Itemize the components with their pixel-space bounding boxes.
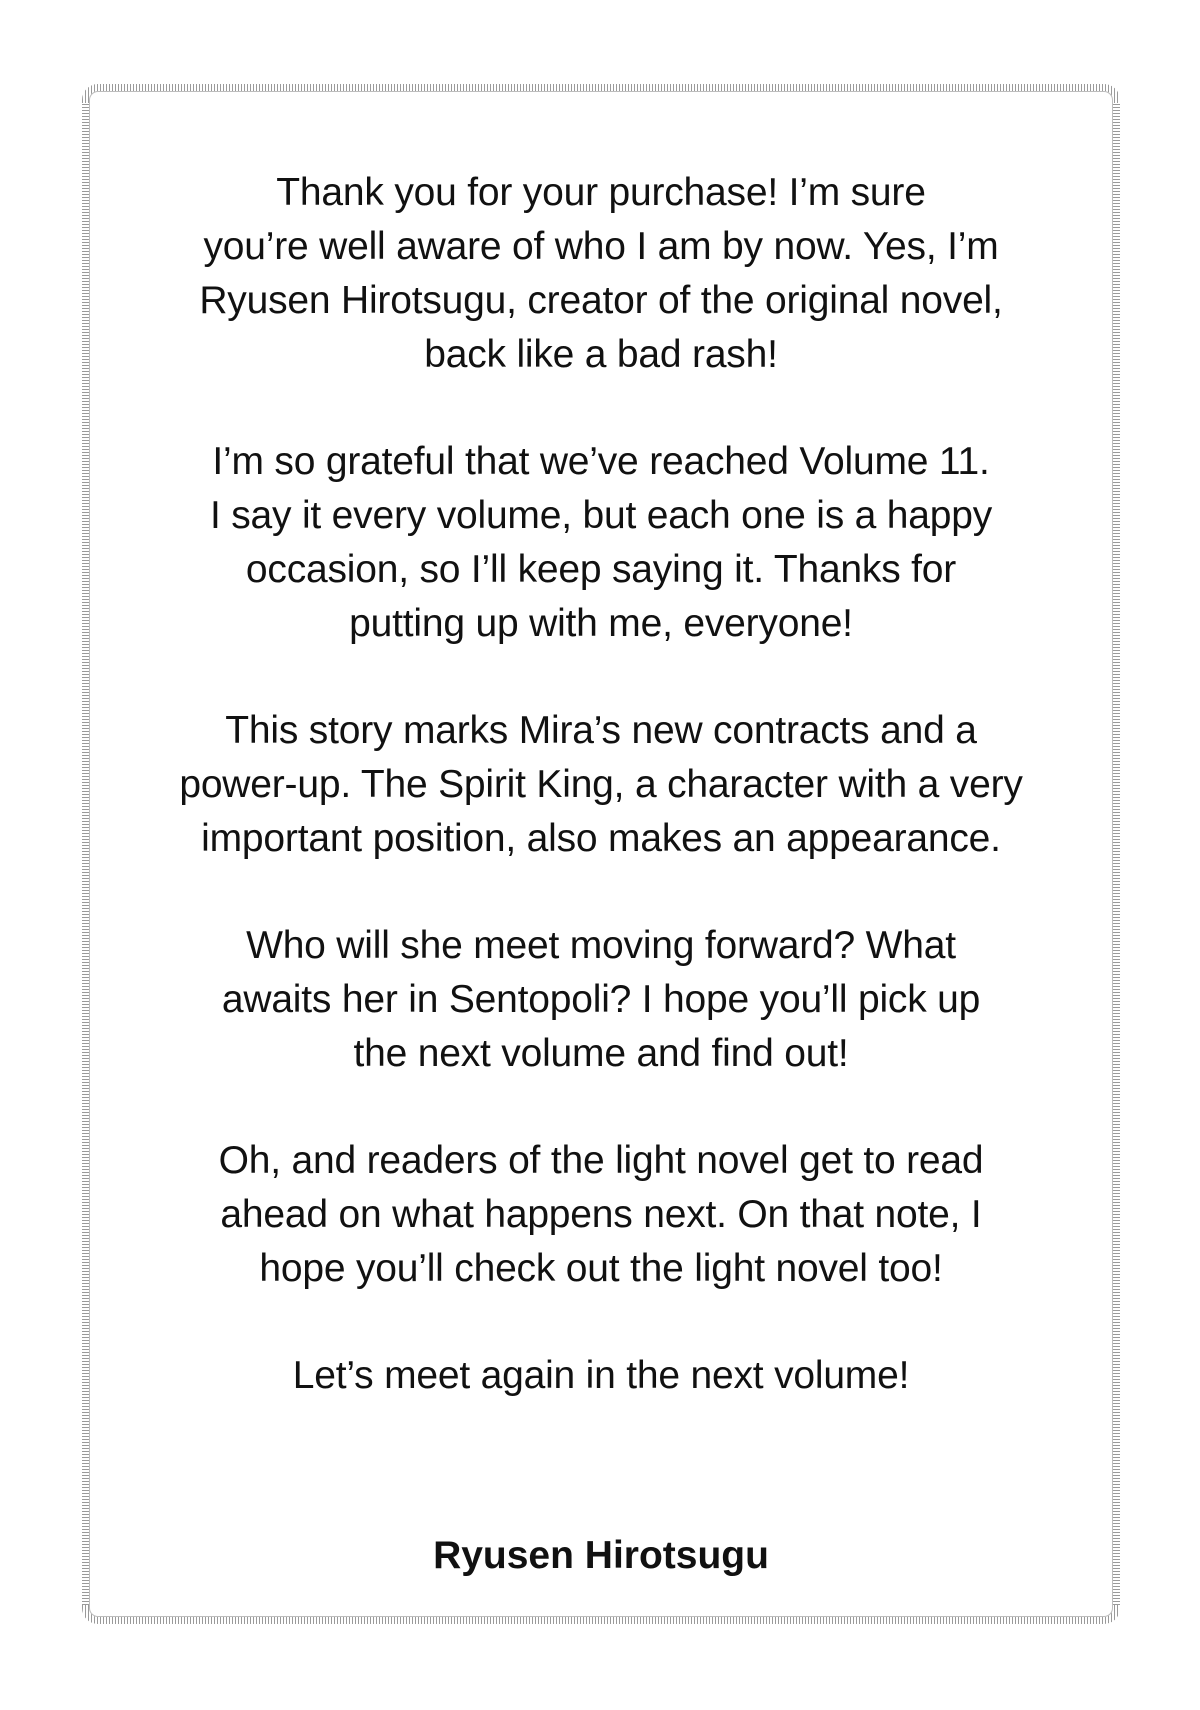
- text-line: Who will she meet moving forward? What: [246, 924, 956, 967]
- afterword-body: [89, 166, 1113, 1456]
- text-line: Oh, and readers of the light novel get to read: [218, 1139, 984, 1182]
- text-line: important position, also makes an appearance.: [201, 817, 1001, 860]
- text-line: Let’s meet again in the next volume!: [292, 1354, 910, 1397]
- text-line: ahead on what happens next. On that note, I: [220, 1193, 982, 1236]
- text-line: awaits her in Sentopoli? I hope you’ll pick up: [221, 978, 981, 1021]
- text-line: This story marks Mira’s new contracts and a: [225, 709, 977, 752]
- paragraph: [89, 704, 1113, 866]
- paragraph: [89, 1349, 1113, 1403]
- frame-left-edge: [82, 103, 89, 1605]
- paragraph: [89, 1134, 1113, 1296]
- text-line: occasion, so I’ll keep saying it. Thanks for: [245, 548, 957, 591]
- page-border-frame: [82, 84, 1120, 1624]
- frame-right-edge: [1113, 103, 1120, 1605]
- text-line: the next volume and find out!: [353, 1032, 849, 1075]
- text-line: back like a bad rash!: [424, 333, 778, 376]
- text-line: I’m so grateful that we’ve reached Volume 11.: [212, 440, 990, 483]
- text-line: I say it every volume, but each one is a happy: [209, 494, 993, 537]
- author-signature: Ryusen Hirotsugu: [433, 1534, 769, 1577]
- paragraph: [89, 166, 1113, 382]
- text-line: Thank you for your purchase! I’m sure: [276, 171, 926, 214]
- text-line: Ryusen Hirotsugu, creator of the original novel,: [199, 279, 1003, 322]
- text-line: you’re well aware of who I am by now. Yes, I’m: [203, 225, 999, 268]
- text-line: hope you’ll check out the light novel too!: [259, 1247, 943, 1290]
- paragraph: [89, 435, 1113, 651]
- paragraph: [89, 919, 1113, 1081]
- text-line: power-up. The Spirit King, a character with a very: [179, 763, 1023, 806]
- text-line: putting up with me, everyone!: [349, 602, 853, 645]
